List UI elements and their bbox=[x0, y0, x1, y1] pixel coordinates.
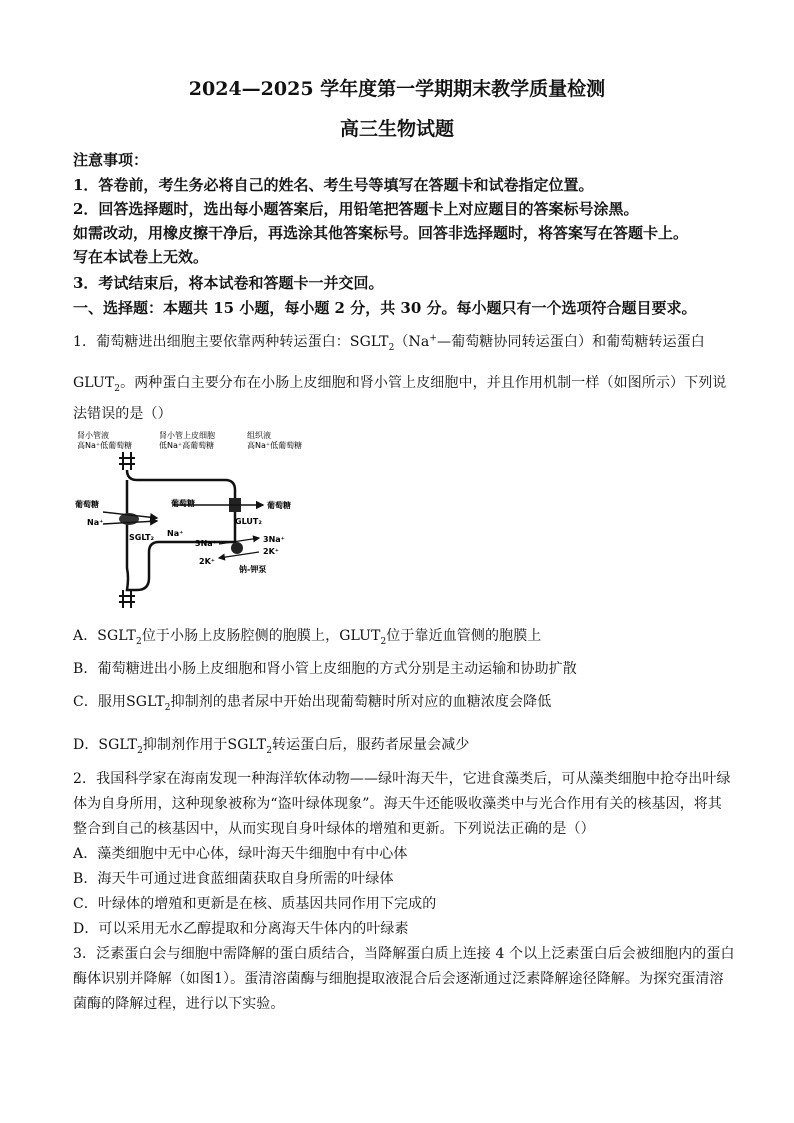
exam-title: 2024—2025 学年度第一学期期末教学质量检测 bbox=[188, 78, 606, 100]
q2-stem-line-3: 整合到自己的核基因中，从而实现自身叶绿体的增殖和更新。下列说法正确的是（） bbox=[73, 821, 595, 837]
q1-stem-line-1: 1．葡萄糖进出细胞主要依靠两种转运蛋白：$SGLT_2(Na^+—$葡萄糖协同转运蛋白）和葡萄糖转运蛋白 bbox=[73, 333, 705, 353]
q3-stem-line-2: 酶体识别并降解（如图1）。蛋清溶菌酶与细胞提取液混合后会逐渐通过泛素降解途径降解。为探究蛋清溶 bbox=[73, 971, 724, 987]
na3-in-label: 3Na⁺ bbox=[195, 539, 217, 548]
q1-option-c: C．服用$SGLT_2$抑制剂的患者尿中开始出现葡萄糖时所对应的血糖浓度会降低 bbox=[73, 694, 552, 713]
glucose-right-label: 葡萄糖 bbox=[267, 501, 291, 510]
notice-item-2: 2．回答选择题时，选出每小题答案后，用铅笔把答题卡上对应题目的答案标号涂黑。 bbox=[73, 200, 639, 218]
na-left-label: Na⁺ bbox=[87, 518, 104, 527]
notice-item-2-cont: 如需改动，用橡皮擦干净后，再选涂其他答案标号。回答非选择题时，将答案写在答题卡上。 bbox=[73, 224, 689, 242]
lumen-title: 肾小管液 bbox=[77, 431, 109, 440]
glucose-left-label: 葡萄糖 bbox=[75, 500, 99, 509]
fluid-subtitle: 高Na⁺低葡萄糖 bbox=[247, 441, 303, 450]
na3-out-label: 3Na⁺ bbox=[263, 535, 285, 544]
notice-item-3: 3．考试结束后，将本试卷和答题卡一并交回。 bbox=[73, 274, 384, 292]
q2-stem-line-1: 2．我国科学家在海南发现一种海洋软体动物——绿叶海天牛，它进食藻类后，可从藻类细胞中抢夺出叶绿 bbox=[73, 771, 731, 787]
q1-option-b: B．葡萄糖进出小肠上皮细胞和肾小管上皮细胞的方式分别是主动运输和协助扩散 bbox=[73, 661, 577, 677]
tight-junction-top bbox=[119, 452, 135, 470]
q1-option-d: D．$SGLT_2$抑制剂作用于$SGLT_2$转运蛋白后，服药者尿量会减少 bbox=[73, 737, 470, 756]
q3-stem-line-3: 菌酶的降解过程，进行以下实验。 bbox=[73, 996, 285, 1012]
q2-option-c: C．叶绿体的增殖和更新是在核、质基因共同作用下完成的 bbox=[73, 896, 437, 912]
notice-heading: 注意事项： bbox=[73, 151, 149, 169]
notice-item-2-cont2: 写在本试卷上无效。 bbox=[73, 248, 209, 266]
section-heading: 一、选择题：本题共 15 小题，每小题 2 分，共 30 分。每小题只有一个选项符合题目要求。 bbox=[73, 299, 697, 317]
cell-title: 肾小管上皮细胞 bbox=[159, 431, 215, 440]
cell-subtitle: 低Na⁺高葡萄糖 bbox=[159, 441, 215, 450]
q1-option-a: A．$SGLT_2$位于小肠上皮肠腔侧的胞膜上，$GLUT_2$位于靠近血管侧的胞膜上 bbox=[73, 628, 542, 647]
na-right-label: Na⁺ bbox=[167, 529, 184, 538]
k2-out-label: 2K⁺ bbox=[263, 547, 279, 556]
na-k-pump bbox=[231, 542, 243, 554]
lumen-subtitle: 高Na⁺低葡萄糖 bbox=[77, 441, 133, 450]
q3-stem-line-1: 3．泛素蛋白会与细胞中需降解的蛋白质结合，当降解蛋白质上连接 4 个以上泛素蛋白后会被细胞内的蛋白 bbox=[73, 946, 735, 962]
q1-stem-line-2: $GLUT_2$。两种蛋白主要分布在小肠上皮细胞和肾小管上皮细胞中，并且作用机制一样（如图所示）下列说 bbox=[73, 375, 727, 394]
glut2-label: GLUT₂ bbox=[235, 517, 262, 526]
q2-option-a: A．藻类细胞中无中心体，绿叶海天牛细胞中有中心体 bbox=[73, 846, 408, 862]
exam-subtitle: 高三生物试题 bbox=[339, 118, 454, 140]
tight-junction-bottom bbox=[119, 590, 135, 608]
sglt2-label: SGLT₂ bbox=[129, 533, 155, 542]
k2-in-label: 2K⁺ bbox=[199, 557, 215, 566]
q2-option-b: B．海天牛可通过进食蓝细菌获取自身所需的叶绿体 bbox=[73, 871, 394, 887]
notice-item-1: 1．答卷前，考生务必将自己的姓名、考生号等填写在答题卡和试卷指定位置。 bbox=[73, 176, 594, 194]
glucose-mid-label: 葡萄糖 bbox=[171, 499, 195, 508]
pump-label: 钠-钾泵 bbox=[239, 565, 267, 574]
fluid-title: 组织液 bbox=[247, 431, 271, 440]
q2-stem-line-2: 体为自身所用，这种现象被称为“盗叶绿体现象”。海天牛还能吸收藻类中与光合作用有关的核基因，将其 bbox=[73, 796, 723, 812]
q1-stem-line-3: 法错误的是（） bbox=[73, 406, 172, 422]
glucose-transport-figure bbox=[73, 428, 333, 608]
q2-option-d: D．可以采用无水乙醇提取和分离海天牛体内的叶绿素 bbox=[73, 921, 409, 937]
